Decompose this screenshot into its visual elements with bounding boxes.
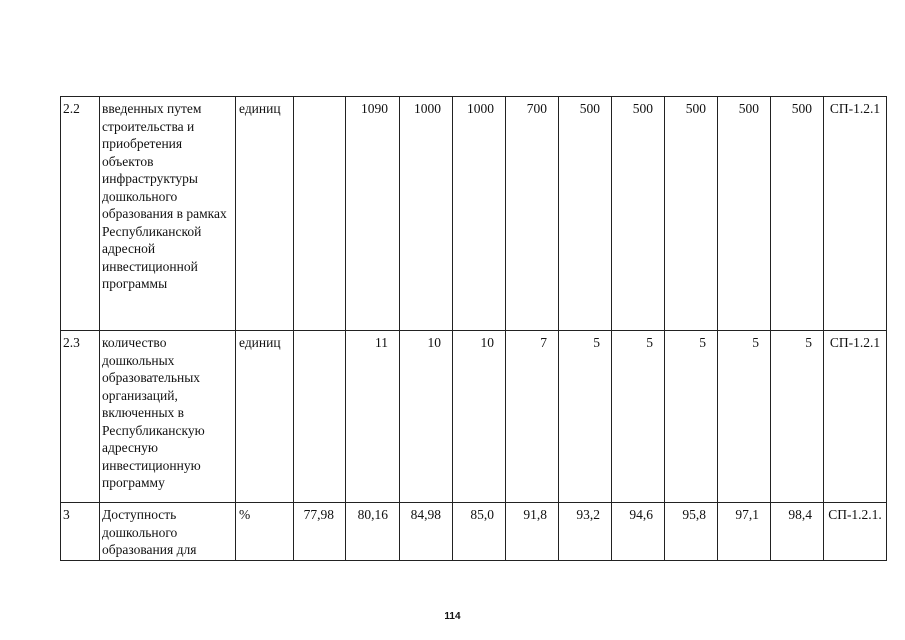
value-cell: 11 <box>346 331 400 503</box>
row-index: 3 <box>61 503 100 561</box>
row-index: 2.3 <box>61 331 100 503</box>
indicator-name: введенных путем строительства и приобретения объектов инфраструктуры дошкольного образования в рамках Республиканской адресной инвестиционной программы <box>100 97 236 331</box>
value-cell: 93,2 <box>559 503 612 561</box>
table-row <box>61 503 887 561</box>
value-cell: 91,8 <box>506 503 559 561</box>
table-row <box>61 97 887 331</box>
value-cell: 500 <box>718 97 771 331</box>
row-index: 2.2 <box>61 97 100 331</box>
value-cell: 1000 <box>400 97 453 331</box>
value-cell: 5 <box>771 331 824 503</box>
value-cell: 5 <box>559 331 612 503</box>
table-row <box>61 331 887 503</box>
value-cell: 1000 <box>453 97 506 331</box>
value-cell: 5 <box>612 331 665 503</box>
value-cell: 1090 <box>346 97 400 331</box>
value-cell: 500 <box>612 97 665 331</box>
value-cell: 700 <box>506 97 559 331</box>
value-cell: 85,0 <box>453 503 506 561</box>
value-cell: 500 <box>771 97 824 331</box>
indicator-name: Доступность дошкольного образования для <box>100 503 236 561</box>
value-cell: 98,4 <box>771 503 824 561</box>
value-cell <box>294 97 346 331</box>
value-cell: 10 <box>453 331 506 503</box>
value-cell: 84,98 <box>400 503 453 561</box>
value-cell: 500 <box>559 97 612 331</box>
value-cell: 97,1 <box>718 503 771 561</box>
unit-of-measure: единиц <box>236 97 294 331</box>
value-cell: 94,6 <box>612 503 665 561</box>
value-cell: 7 <box>506 331 559 503</box>
value-cell: 10 <box>400 331 453 503</box>
value-cell: 77,98 <box>294 503 346 561</box>
indicator-name: количество дошкольных образовательных организаций, включенных в Республиканскую адресную инвестиционную программу <box>100 331 236 503</box>
value-cell: 500 <box>665 97 718 331</box>
value-cell: 5 <box>718 331 771 503</box>
indicators-table <box>60 96 887 561</box>
value-cell: 80,16 <box>346 503 400 561</box>
value-cell: 95,8 <box>665 503 718 561</box>
program-code: СП-1.2.1. <box>824 503 887 561</box>
value-cell: 5 <box>665 331 718 503</box>
program-code: СП-1.2.1 <box>824 97 887 331</box>
value-cell <box>294 331 346 503</box>
program-code: СП-1.2.1 <box>824 331 887 503</box>
unit-of-measure: единиц <box>236 331 294 503</box>
unit-of-measure: % <box>236 503 294 561</box>
page-number: 114 <box>444 611 461 622</box>
